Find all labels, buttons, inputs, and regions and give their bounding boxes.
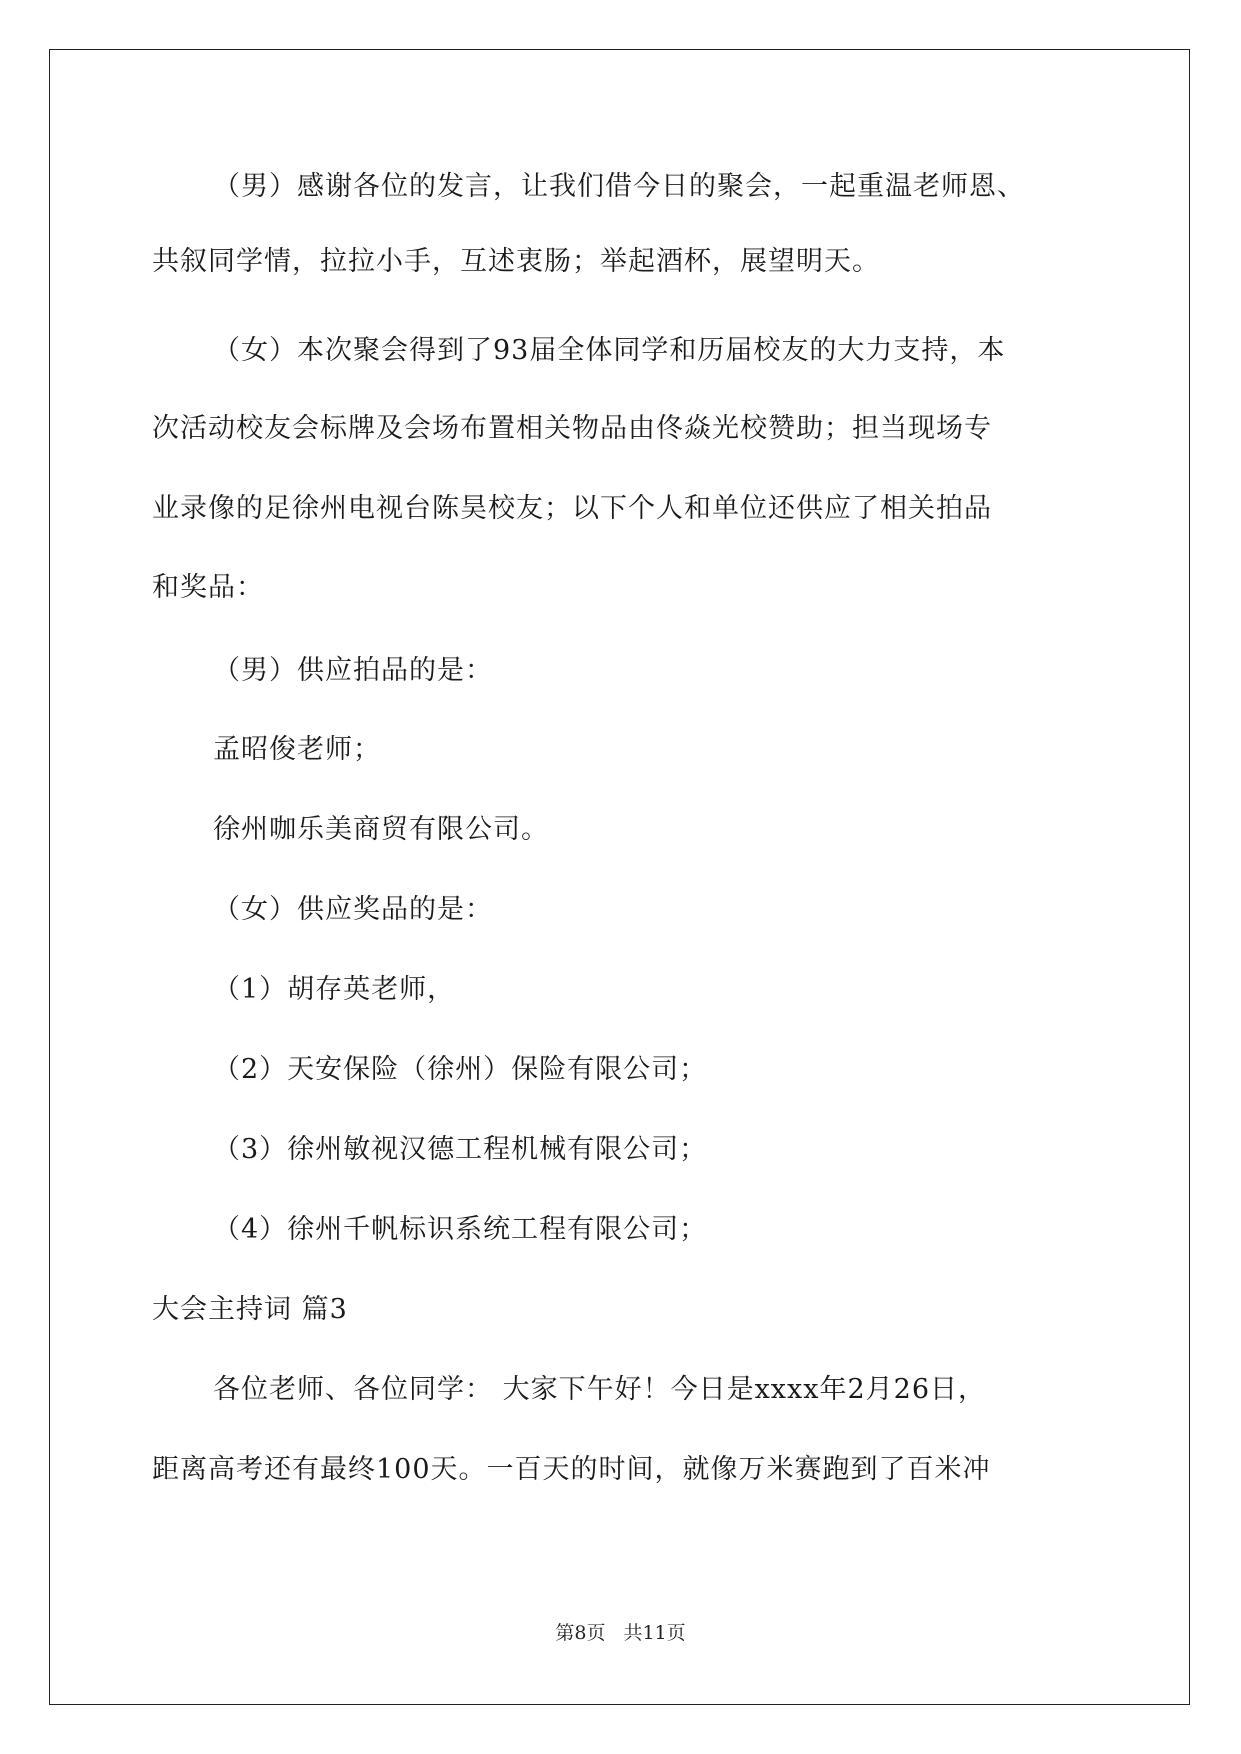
paragraph-line: 和奖品：	[152, 572, 264, 603]
paragraph-line: 次活动校友会标牌及会场布置相关物品由佟焱光校赞助；担当现场专	[152, 413, 992, 444]
list-item: （1）胡存英老师，	[213, 974, 456, 1005]
paragraph-line: 共叙同学情，拉拉小手，互述衷肠；举起酒杯，展望明天。	[152, 246, 880, 277]
paragraph-line: 孟昭俊老师；	[213, 734, 381, 765]
list-item: （2）天安保险（徐州）保险有限公司；	[213, 1054, 708, 1085]
paragraph-line: （女）本次聚会得到了93届全体同学和历届校友的大力支持，本	[213, 335, 1006, 366]
paragraph-line: 距离高考还有最终100天。一百天的时间，就像万米赛跑到了百米冲	[152, 1454, 991, 1485]
paragraph-line: （女）供应奖品的是：	[213, 894, 493, 925]
list-item: （4）徐州千帆标识系统工程有限公司；	[213, 1214, 708, 1245]
page-number: 第8页	[555, 1622, 606, 1644]
paragraph-line: 徐州咖乐美商贸有限公司。	[213, 814, 549, 845]
list-item: （3）徐州敏视汉德工程机械有限公司；	[213, 1134, 708, 1165]
paragraph-line: （男）供应拍品的是：	[213, 655, 493, 686]
paragraph-line: （男）感谢各位的发言，让我们借今日的聚会，一起重温老师恩、	[213, 171, 1025, 202]
paragraph-line: 各位老师、各位同学： 大家下午好！今日是xxxx年2月26日，	[213, 1374, 987, 1405]
section-heading: 大会主持词 篇3	[152, 1294, 348, 1325]
paragraph-line: 业录像的足徐州电视台陈昊校友；以下个人和单位还供应了相关拍品	[152, 493, 992, 524]
page-footer	[0, 1618, 1241, 1645]
page-total: 共11页	[623, 1622, 686, 1644]
